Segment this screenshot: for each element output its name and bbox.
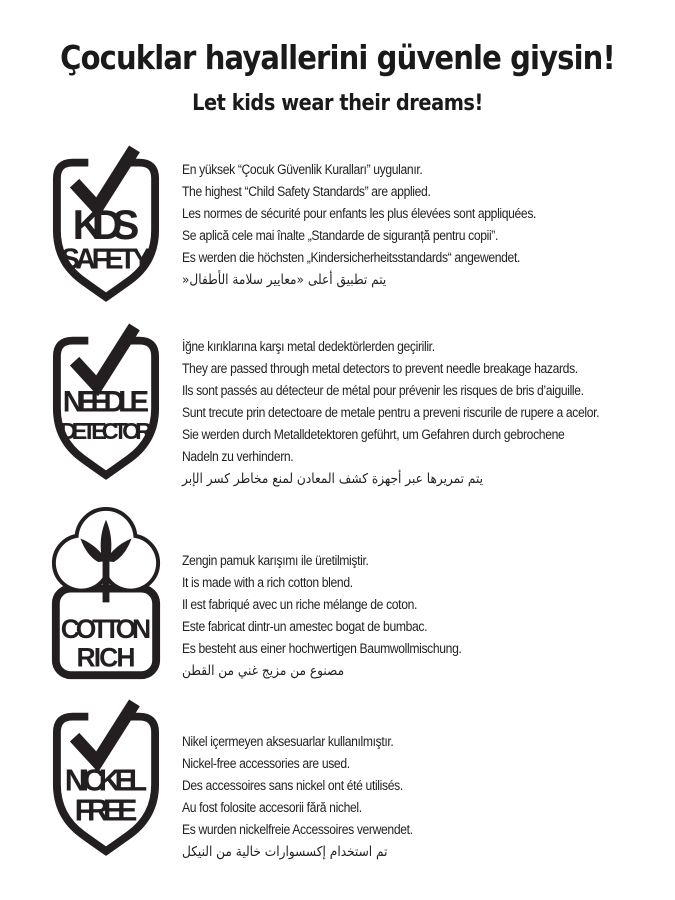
shield-check-icon xyxy=(47,320,165,483)
cotton-rich-line-de: Es besteht aus einer hochwertigen Baumwollmischung. xyxy=(182,641,462,656)
needle-detector-line-en: They are passed through metal detectors to prevent needle breakage hazards. xyxy=(182,361,578,376)
kids-safety-line-fr: Les normes de sécurité pour enfants les plus élevées sont appliquées. xyxy=(182,206,537,221)
page-title: Çocuklar hayallerini güvenle giysin! xyxy=(60,38,615,77)
badge-word-2: DETECTOR xyxy=(59,417,153,444)
kids-safety-line-en: The highest “Child Safety Standards” are applied. xyxy=(182,184,431,199)
nickel-free-text xyxy=(182,696,675,863)
cotton-rich-line-tr: Zengin pamuk karışımı ile üretilmiştir. xyxy=(182,553,369,568)
badge-word-1: NICKEL xyxy=(64,763,148,798)
cotton-rich-line-fr: Il est fabriqué avec un riche mélange de coton. xyxy=(182,597,418,612)
kids-safety-text xyxy=(182,142,675,291)
badge-word-1: KIDS xyxy=(72,202,140,249)
badge-word-1: COTTON xyxy=(60,613,152,644)
needle-detector-line-ar: يتم تمريرها عبر أجهزة كشف المعادن لمنع مخاطر كسر الإبر xyxy=(182,471,484,487)
nickel-free-line-ar: تم استخدام إكسسوارات خالية من النيكل xyxy=(182,844,388,860)
nickel-free-badge xyxy=(47,696,165,859)
kids-safety-line-de: Es werden die höchsten „Kindersicherheitsstandards“ angewendet. xyxy=(182,250,520,265)
badge-word-1: NEEDLE xyxy=(62,385,150,419)
section-kids-safety xyxy=(0,142,675,305)
nickel-free-line-fr: Des accessoires sans nickel ont été utilisés. xyxy=(182,778,403,793)
kids-safety-line-ar: يتم تطبيق أعلى «معايير سلامة الأطفال« xyxy=(182,272,387,288)
cotton-rich-badge xyxy=(47,506,165,683)
needle-detector-badge xyxy=(47,320,165,483)
cotton-rich-text xyxy=(182,506,675,682)
needle-detector-line-de-2: Nadeln zu verhindern. xyxy=(182,449,294,464)
badge-word-2: RICH xyxy=(76,642,136,673)
nickel-free-line-ro: Au fost folosite accesorii fără nichel. xyxy=(182,800,362,815)
needle-detector-line-de-1: Sie werden durch Metalldetektoren geführt, um Gefahren durch gebrochene xyxy=(182,427,565,442)
cotton-rich-line-ar: مصنوع من مزيج غني من القطن xyxy=(182,663,345,679)
needle-detector-line-ro: Sunt trecute prin detectoare de metale pentru a preveni riscurile de rupere a acelor. xyxy=(182,405,600,420)
section-needle-detector xyxy=(0,320,675,490)
nickel-free-line-en: Nickel-free accessories are used. xyxy=(182,756,350,771)
kids-safety-badge xyxy=(47,142,165,305)
shield-check-icon xyxy=(47,142,165,305)
needle-detector-line-fr: Ils sont passés au détecteur de métal pour prévenir les risques de bris d’aiguille. xyxy=(182,383,584,398)
badge-word-2: FREE xyxy=(74,793,138,828)
shield-check-icon xyxy=(47,696,165,859)
needle-detector-text xyxy=(182,320,675,490)
cotton-rich-line-en: It is made with a rich cotton blend. xyxy=(182,575,353,590)
kids-safety-line-tr: En yüksek “Çocuk Güvenlik Kuralları” uygulanır. xyxy=(182,162,423,177)
cotton-boll-icon xyxy=(47,506,165,683)
nickel-free-line-tr: Nikel içermeyen aksesuarlar kullanılmıştır. xyxy=(182,734,394,749)
page-header xyxy=(0,0,675,116)
nickel-free-line-de: Es wurden nickelfreie Accessoires verwendet. xyxy=(182,822,413,837)
cotton-rich-line-ro: Este fabricat dintr-un amestec bogat de bumbac. xyxy=(182,619,428,634)
section-cotton-rich xyxy=(0,506,675,683)
page-subtitle: Let kids wear their dreams! xyxy=(192,91,483,116)
badge-word-2: SAFETY xyxy=(60,243,152,276)
needle-detector-line-tr: İğne kırıklarına karşı metal dedektörlerden geçirilir. xyxy=(182,339,435,354)
kids-safety-line-ro: Se aplică cele mai înalte „Standarde de siguranță pentru copii”. xyxy=(182,228,499,243)
section-nickel-free xyxy=(0,696,675,863)
badge-sections xyxy=(0,142,675,863)
